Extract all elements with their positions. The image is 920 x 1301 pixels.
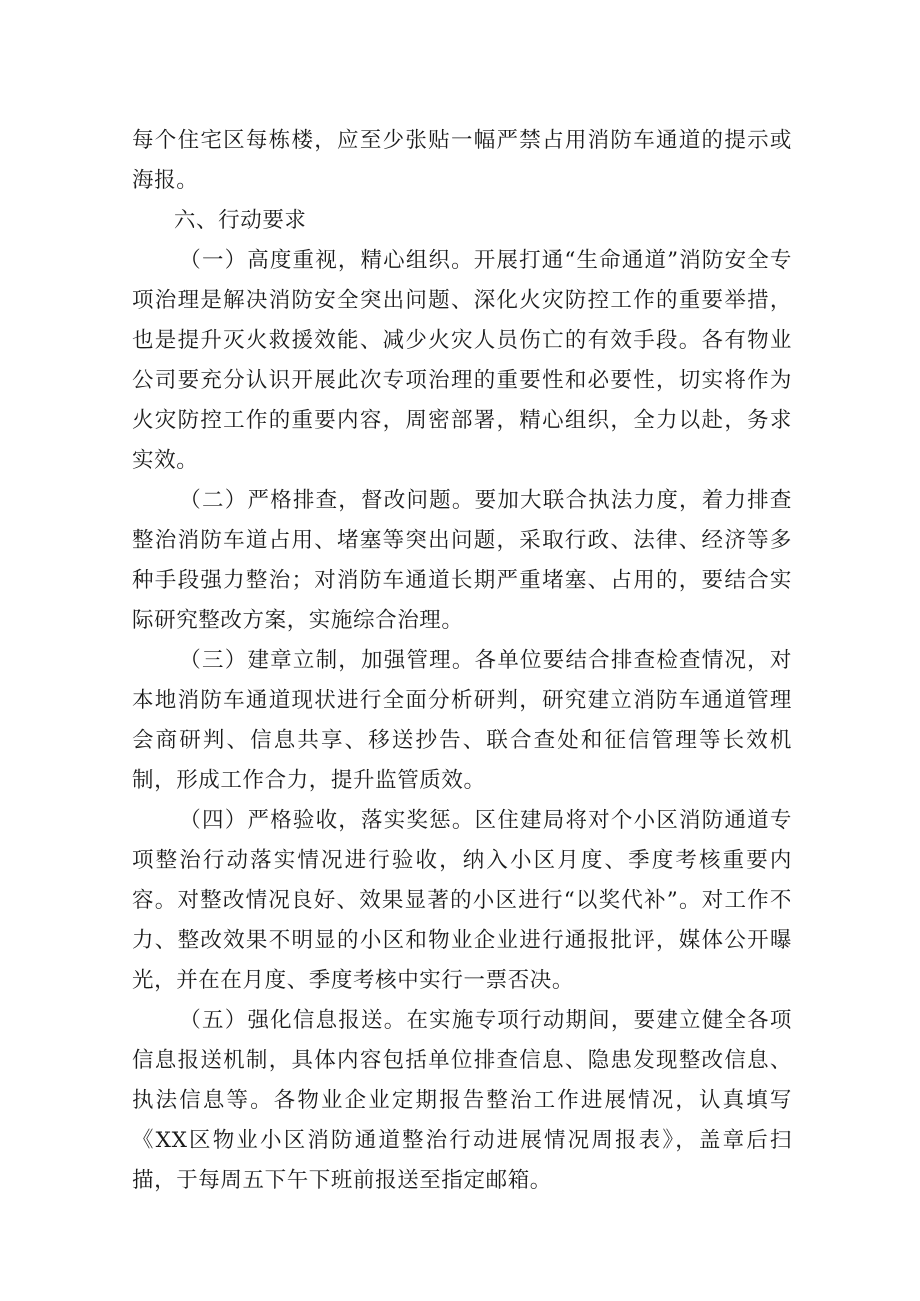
paragraph-posters: 每个住宅区每栋楼，应至少张贴一幅严禁占用消防车通道的提示或海报。 (132, 128, 792, 193)
paragraph-item-5: （五）强化信息报送。在实施专项行动期间，要建立健全各项信息报送机制，具体内容包括单位排查信息、隐患发现整改信息、执法信息等。各物业企业定期报告整治工作进展情况，认真填写《XX区物业小区消防通道整治行动进展情况周报表》，盖章后扫描，于每周五下午下班前报送至指定邮箱。 (132, 1008, 792, 1193)
paragraph-item-1: （一）高度重视，精心组织。开展打通“生命通道”消防安全专项治理是解决消防安全突出问题、深化火灾防控工作的重要举措，也是提升灭火救援效能、减少火灾人员伤亡的有效手段。各有物业公司要充分认识开展此次专项治理的重要性和必要性，切实将作为火灾防控工作的重要内容，周密部署，精心组织，全力以赴，务求实效。 (132, 248, 792, 473)
section-heading-action-requirements: 六、行动要求 (173, 208, 307, 233)
paragraph-item-3: （三）建章立制，加强管理。各单位要结合排查检查情况，对本地消防车通道现状进行全面分析研判，研究建立消防车通道管理会商研判、信息共享、移送抄告、联合查处和征信管理等长效机制，形成工作合力，提升监管质效。 (132, 648, 792, 793)
paragraph-item-2: （二）严格排查，督改问题。要加大联合执法力度，着力排查整治消防车道占用、堵塞等突出问题，采取行政、法律、经济等多种手段强力整治；对消防车通道长期严重堵塞、占用的，要结合实际研究整改方案，实施综合治理。 (132, 488, 792, 633)
paragraph-item-4: （四）严格验收，落实奖惩。区住建局将对个小区消防通道专项整治行动落实情况进行验收，纳入小区月度、季度考核重要内容。对整改情况良好、效果显著的小区进行“以奖代补”。对工作不力、整改效果不明显的小区和物业企业进行通报批评，媒体公开曝光，并在在月度、季度考核中实行一票否决。 (132, 808, 792, 993)
